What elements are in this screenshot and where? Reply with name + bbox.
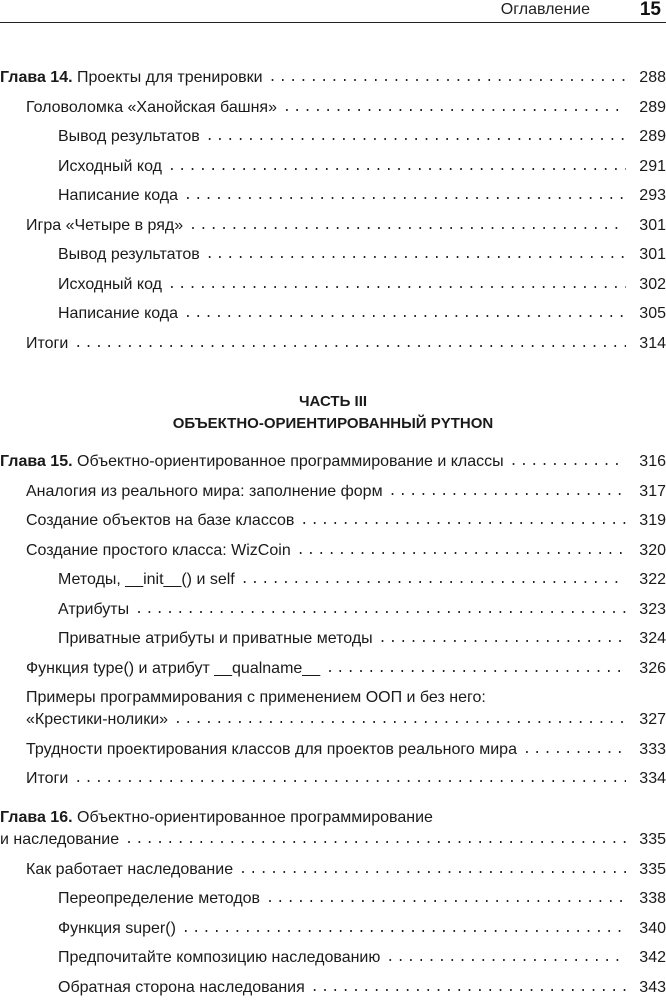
toc-entry-label: Создание простого класса: WizCoin: [26, 541, 291, 561]
chapter-15-heading[interactable]: [0, 452, 666, 482]
leader-dots: [74, 334, 626, 354]
toc-entry-label: Переопределение методов: [58, 889, 260, 909]
leader-dots: [266, 889, 626, 909]
chapter-14-page: 288: [632, 68, 666, 88]
toc-entry-label: Написание кода: [58, 304, 178, 324]
toc-entry-label: Как работает наследование: [26, 860, 233, 880]
running-header-title: Оглавление: [501, 1, 590, 19]
toc-entry[interactable]: [0, 919, 666, 949]
page-header: [0, 0, 666, 22]
toc-entry-page: 305: [632, 304, 666, 324]
toc-entry[interactable]: [0, 688, 666, 740]
toc-entry-label: Аналогия из реального мира: заполнение форм: [26, 482, 383, 502]
toc-entry[interactable]: [0, 570, 666, 600]
toc-entry-label: Итоги: [26, 334, 68, 354]
leader-dots: [74, 769, 626, 789]
chapter-16-heading[interactable]: [0, 808, 666, 860]
chapter-16-title: Объектно-ориентированное программирование: [73, 809, 433, 826]
leader-dots: [206, 127, 626, 147]
toc-entry-page: 326: [632, 659, 666, 679]
chapter-14-heading[interactable]: [0, 68, 666, 98]
toc-entry-label: Игра «Четыре в ряд»: [26, 216, 183, 236]
leader-dots: [239, 860, 626, 880]
toc-entry-label: Трудности проектирования классов для проектов реального мира: [26, 740, 517, 760]
leader-dots: [389, 482, 626, 502]
toc-entry[interactable]: [0, 482, 666, 512]
leader-dots: [241, 570, 626, 590]
toc-entry-page: 314: [632, 334, 666, 354]
toc-entry-page: 320: [632, 541, 666, 561]
leader-dots: [300, 511, 626, 531]
chapter-15-title: Объектно-ориентированное программирование и классы: [73, 453, 504, 470]
toc-entry-page: 302: [632, 275, 666, 295]
leader-dots: [184, 186, 626, 206]
leader-dots: [510, 452, 626, 472]
leader-dots: [311, 978, 626, 998]
leader-dots: [297, 541, 626, 561]
toc-entry[interactable]: [0, 334, 666, 364]
leader-dots: [168, 157, 626, 177]
toc-entry[interactable]: [0, 740, 666, 770]
chapter-14-title: Проекты для тренировки: [73, 69, 263, 86]
toc-entry-page: 289: [632, 98, 666, 118]
leader-dots: [189, 216, 626, 236]
leader-dots: [379, 629, 626, 649]
toc-entry[interactable]: [0, 304, 666, 334]
toc-entry[interactable]: [0, 948, 666, 978]
leader-dots: [135, 600, 626, 620]
leader-dots: [184, 304, 626, 324]
toc-entry[interactable]: [0, 541, 666, 571]
toc-entry-page: 343: [632, 978, 666, 998]
toc-entry-label: Предпочитайте композицию наследованию: [58, 948, 380, 968]
leader-dots: [523, 740, 626, 760]
toc-entry[interactable]: [0, 98, 666, 128]
toc-entry[interactable]: [0, 600, 666, 630]
leader-dots: [174, 710, 626, 730]
chapter-14-prefix: Глава 14.: [0, 69, 73, 86]
toc-entry-label: Приватные атрибуты и приватные методы: [58, 629, 373, 649]
toc-entry-page: 319: [632, 511, 666, 531]
chapter-14-block: [0, 68, 666, 363]
toc-entry-label: Исходный код: [58, 157, 162, 177]
toc-entry-label: Вывод результатов: [58, 127, 200, 147]
toc-entry[interactable]: [0, 659, 666, 689]
toc-entry-label: Атрибуты: [58, 600, 129, 620]
header-rule: [0, 22, 666, 23]
toc-entry-page: 340: [632, 919, 666, 939]
toc-entry-page: 291: [632, 157, 666, 177]
chapter-15-page: 316: [632, 452, 666, 472]
chapter-15-prefix: Глава 15.: [0, 453, 73, 470]
toc-entry-page: 317: [632, 482, 666, 502]
toc-entry-label: Вывод результатов: [58, 245, 200, 265]
toc-entry-label: Создание объектов на базе классов: [26, 511, 294, 531]
toc-entry-label: Головоломка «Ханойская башня»: [26, 98, 277, 118]
toc-entry[interactable]: [0, 860, 666, 890]
toc-entry-page: 327: [632, 710, 666, 730]
toc-entry-label: Обратная сторона наследования: [58, 978, 305, 998]
toc-entry-page: 334: [632, 769, 666, 789]
leader-dots: [182, 919, 626, 939]
toc-entry-page: 333: [632, 740, 666, 760]
page-number: 15: [640, 0, 661, 21]
chapter-16-page: 335: [632, 830, 666, 850]
leader-dots: [326, 659, 626, 679]
chapter-15-block: [0, 452, 666, 799]
leader-dots: [206, 245, 626, 265]
leader-dots: [283, 98, 626, 118]
toc-entry[interactable]: [0, 978, 666, 1007]
toc-entry-label: Итоги: [26, 769, 68, 789]
toc-entry[interactable]: [0, 127, 666, 157]
toc-entry-page: 335: [632, 860, 666, 880]
part-label: ЧАСТЬ III: [0, 392, 666, 412]
part-title: ОБЪЕКТНО-ОРИЕНТИРОВАННЫЙ PYTHON: [0, 414, 666, 434]
toc-entry-page: 289: [632, 127, 666, 147]
toc-entry-page: 342: [632, 948, 666, 968]
chapter-16-block: [0, 808, 666, 1007]
toc-entry[interactable]: [0, 157, 666, 187]
toc-entry-label: Исходный код: [58, 275, 162, 295]
toc-entry-page: 293: [632, 186, 666, 206]
toc-entry-page: 338: [632, 889, 666, 909]
toc-entry-label: Функция type() и атрибут __qualname__: [26, 659, 320, 679]
toc-entry-page: 323: [632, 600, 666, 620]
toc-entry[interactable]: [0, 889, 666, 919]
toc-entry-label: Методы, __init__() и self: [58, 570, 235, 590]
toc-entry-label: «Крестики-нолики»: [26, 710, 168, 730]
toc-entry-label-line1: Примеры программирования с применением ООП и без него:: [26, 688, 666, 710]
toc-entry-page: 301: [632, 216, 666, 236]
chapter-16-prefix: Глава 16.: [0, 809, 73, 826]
chapter-16-title-line2: и наследование: [0, 830, 119, 850]
leader-dots: [269, 68, 626, 88]
toc-entry[interactable]: [0, 245, 666, 275]
toc-entry[interactable]: [0, 275, 666, 305]
toc-entry-label: Функция super(): [58, 919, 176, 939]
toc-entry-page: 322: [632, 570, 666, 590]
toc-entry[interactable]: [0, 769, 666, 799]
toc-entry[interactable]: [0, 216, 666, 246]
leader-dots: [125, 830, 626, 850]
toc-entry[interactable]: [0, 629, 666, 659]
leader-dots: [168, 275, 626, 295]
toc-entry-label: Написание кода: [58, 186, 178, 206]
toc-entry[interactable]: [0, 511, 666, 541]
leader-dots: [386, 948, 626, 968]
toc-entry-page: 324: [632, 629, 666, 649]
toc-entry[interactable]: [0, 186, 666, 216]
toc-entry-page: 301: [632, 245, 666, 265]
